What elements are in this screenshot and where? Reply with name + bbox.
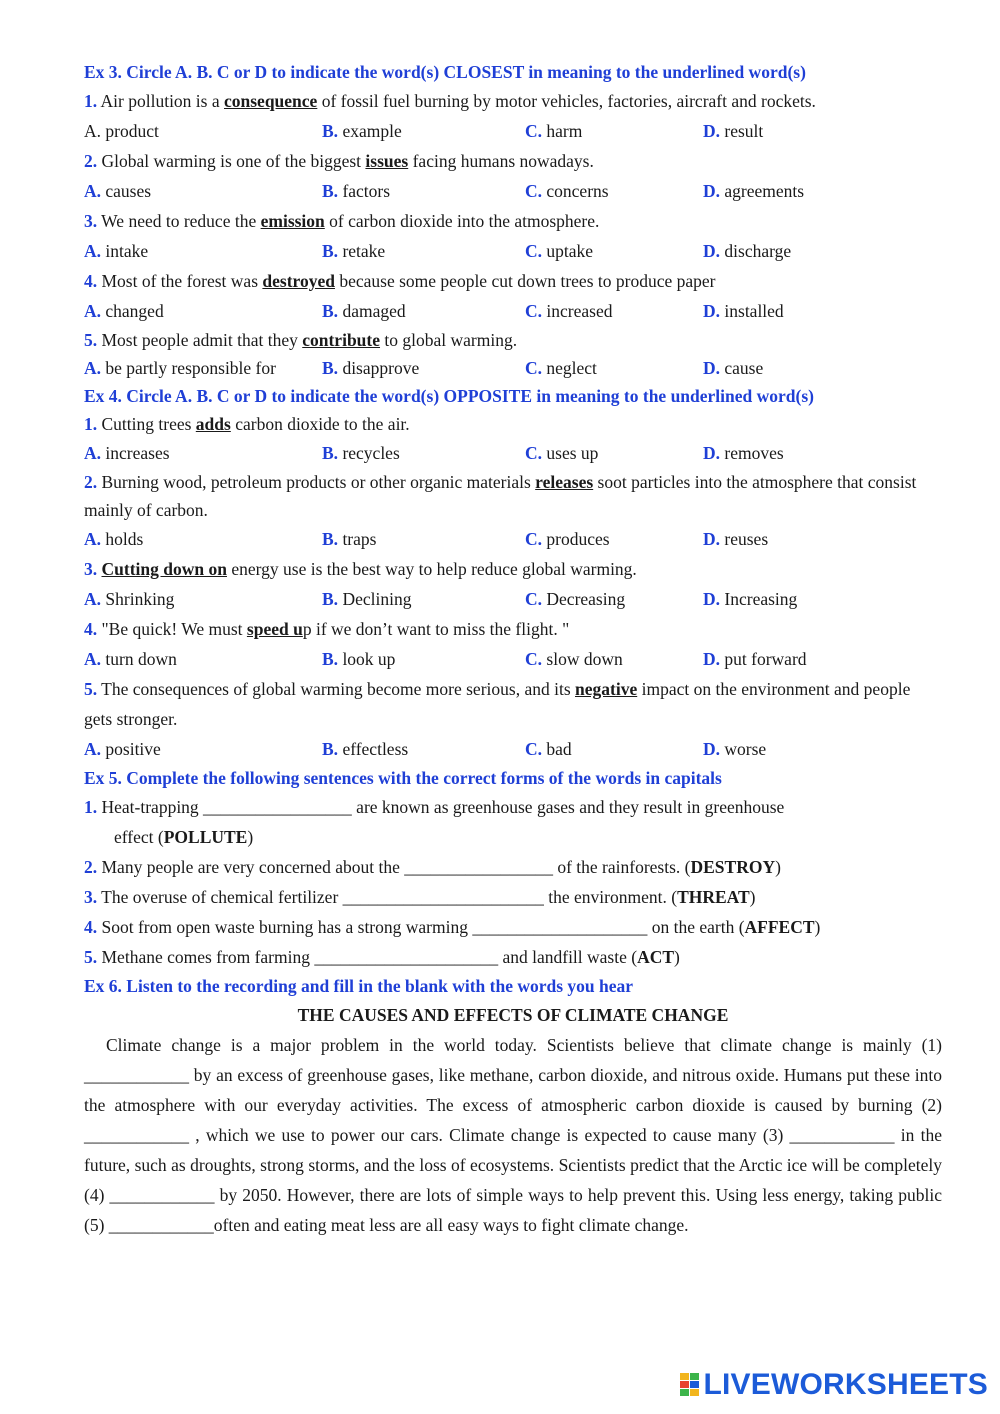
option-d[interactable]: D. reuses — [703, 529, 769, 549]
option-d[interactable]: D. worse — [703, 739, 767, 759]
ex4-options-3 — [84, 584, 942, 614]
option-a[interactable]: A. turn down — [84, 649, 177, 669]
option-a[interactable]: A. intake — [84, 241, 149, 261]
option-a[interactable]: A. positive — [84, 739, 161, 759]
ex3-question-3: 3. We need to reduce the emission of carbon dioxide into the atmosphere. — [84, 211, 600, 231]
ex4-question-1: 1. Cutting trees adds carbon dioxide to the air. — [84, 414, 410, 434]
option-a[interactable]: A. product — [84, 121, 159, 141]
underlined-word: releases — [535, 472, 594, 492]
worksheet — [84, 58, 942, 1240]
ex3-question-1: 1. Air pollution is a consequence of fossil fuel burning by motor vehicles, factories, aircraft and rockets. — [84, 91, 816, 111]
ex3-question-2: 2. Global warming is one of the biggest issues facing humans nowadays. — [84, 151, 594, 171]
option-c[interactable]: C. bad — [525, 739, 572, 759]
option-a[interactable]: A. causes — [84, 181, 152, 201]
underlined-word: issues — [365, 151, 409, 171]
option-b[interactable]: B. recycles — [322, 443, 400, 463]
underlined-word: emission — [260, 211, 325, 231]
option-c[interactable]: C. increased — [525, 301, 613, 321]
ex4-options-1 — [84, 438, 942, 468]
logo-mark-icon — [680, 1373, 700, 1397]
option-b[interactable]: B. effectless — [322, 739, 409, 759]
underlined-word: negative — [575, 679, 638, 699]
ex5-item-4[interactable]: 4. Soot from open waste burning has a strong warming ____________________ on the earth (AFFECT) — [84, 917, 821, 937]
underlined-word: speed u — [246, 619, 303, 639]
ex3-options-1 — [84, 116, 942, 146]
option-c[interactable]: C. harm — [525, 121, 583, 141]
option-b[interactable]: B. factors — [322, 181, 391, 201]
option-c[interactable]: C. slow down — [525, 649, 623, 669]
option-c[interactable]: C. concerns — [525, 181, 609, 201]
option-b[interactable]: B. look up — [322, 649, 396, 669]
underlined-word: consequence — [224, 91, 318, 111]
ex3-title: Ex 3. Circle A. B. C or D to indicate the word(s) CLOSEST in meaning to the underlined word(s) — [84, 62, 806, 82]
passage-heading: THE CAUSES AND EFFECTS OF CLIMATE CHANGE — [297, 1005, 729, 1025]
ex4-question-5: 5. The consequences of global warming become more serious, and its negative impact on the environment and people gets stronger. — [84, 679, 911, 729]
option-d[interactable]: D. cause — [703, 358, 764, 378]
option-d[interactable]: D. Increasing — [703, 589, 798, 609]
option-c[interactable]: C. neglect — [525, 358, 597, 378]
option-d[interactable]: D. put forward — [703, 649, 807, 669]
option-b[interactable]: B. Declining — [322, 589, 412, 609]
ex4-question-3: 3. Cutting down on energy use is the best way to help reduce global warming. — [84, 559, 637, 579]
option-b[interactable]: B. disapprove — [322, 358, 420, 378]
option-d[interactable]: D. discharge — [703, 241, 792, 261]
underlined-word: Cutting down on — [101, 559, 227, 579]
option-d[interactable]: D. installed — [703, 301, 784, 321]
underlined-word: adds — [195, 414, 231, 434]
option-a[interactable]: A. Shrinking — [84, 589, 175, 609]
ex3-options-2 — [84, 176, 942, 206]
logo-text: LIVEWORKSHEETS — [703, 1368, 988, 1401]
ex4-question-2: 2. Burning wood, petroleum products or other organic materials releases soot particles into the atmosphere that consist mainly of carbon. — [84, 472, 917, 520]
option-c[interactable]: C. uses up — [525, 443, 599, 463]
option-a[interactable]: A. increases — [84, 443, 170, 463]
option-c[interactable]: C. uptake — [525, 241, 594, 261]
option-b[interactable]: B. retake — [322, 241, 386, 261]
ex4-options-5 — [84, 734, 942, 764]
ex3-question-4: 4. Most of the forest was destroyed because some people cut down trees to produce paper — [84, 271, 716, 291]
ex4-title: Ex 4. Circle A. B. C or D to indicate the word(s) OPPOSITE in meaning to the underlined word(s) — [84, 386, 814, 406]
ex5-item-3[interactable]: 3. The overuse of chemical fertilizer _______________________ the environment. (THREAT) — [84, 887, 756, 907]
option-d[interactable]: D. removes — [703, 443, 784, 463]
ex5-title: Ex 5. Complete the following sentences with the correct forms of the words in capitals — [84, 768, 722, 788]
passage-paragraph[interactable]: Climate change is a major problem in the world today. Scientists believe that climate change is mainly (1) ____________ by an excess of greenhouse gases, like methane, carbon dioxide, and nitrous oxide. Humans put these into the atmosphere with our everyday activities. The excess of atmospheric carbon dioxide is caused by burning (2) ____________ , which we use to power our cars. Climate change is expected to cause many (3) ____________ in the future, such as droughts, strong storms, and the loss of ecosystems. Scientists predict that the Arctic ice will be completely (4) ____________ by 2050. However, there are lots of simple ways to help prevent this. Using less energy, taking public (5) ____________often and eating meat less are all easy ways to fight climate change. — [84, 1035, 942, 1235]
ex6-title: Ex 6. Listen to the recording and fill in the blank with the words you hear — [84, 976, 634, 996]
ex5-item-1[interactable]: 1. Heat-trapping _________________ are known as greenhouse gases and they result in greenhouse effect (POLLUTE) — [84, 797, 785, 847]
ex3-options-4 — [84, 296, 942, 326]
option-d[interactable]: D. agreements — [703, 181, 805, 201]
ex5-item-2[interactable]: 2. Many people are very concerned about the _________________ of the rainforests. (DESTROY) — [84, 857, 781, 877]
ex4-options-2 — [84, 524, 942, 554]
ex3-question-5: 5. Most people admit that they contribute to global warming. — [84, 330, 518, 350]
ex5-item-5[interactable]: 5. Methane comes from farming _____________________ and landfill waste (ACT) — [84, 947, 680, 967]
option-a[interactable]: A. holds — [84, 529, 144, 549]
ex4-question-4: 4. "Be quick! We must speed up if we don’t want to miss the flight. " — [84, 619, 570, 639]
option-b[interactable]: B. damaged — [322, 301, 406, 321]
underlined-word: destroyed — [262, 271, 335, 291]
ex3-options-5 — [84, 354, 942, 382]
option-c[interactable]: C. produces — [525, 529, 610, 549]
option-b[interactable]: B. traps — [322, 529, 377, 549]
option-b[interactable]: B. example — [322, 121, 402, 141]
option-d[interactable]: D. result — [703, 121, 764, 141]
option-a[interactable]: A. changed — [84, 301, 164, 321]
ex3-options-3 — [84, 236, 942, 266]
underlined-word: contribute — [302, 330, 381, 350]
liveworksheets-logo — [680, 1368, 989, 1402]
option-c[interactable]: C. Decreasing — [525, 589, 626, 609]
ex4-options-4 — [84, 644, 942, 674]
option-a[interactable]: A. be partly responsible for — [84, 358, 276, 378]
